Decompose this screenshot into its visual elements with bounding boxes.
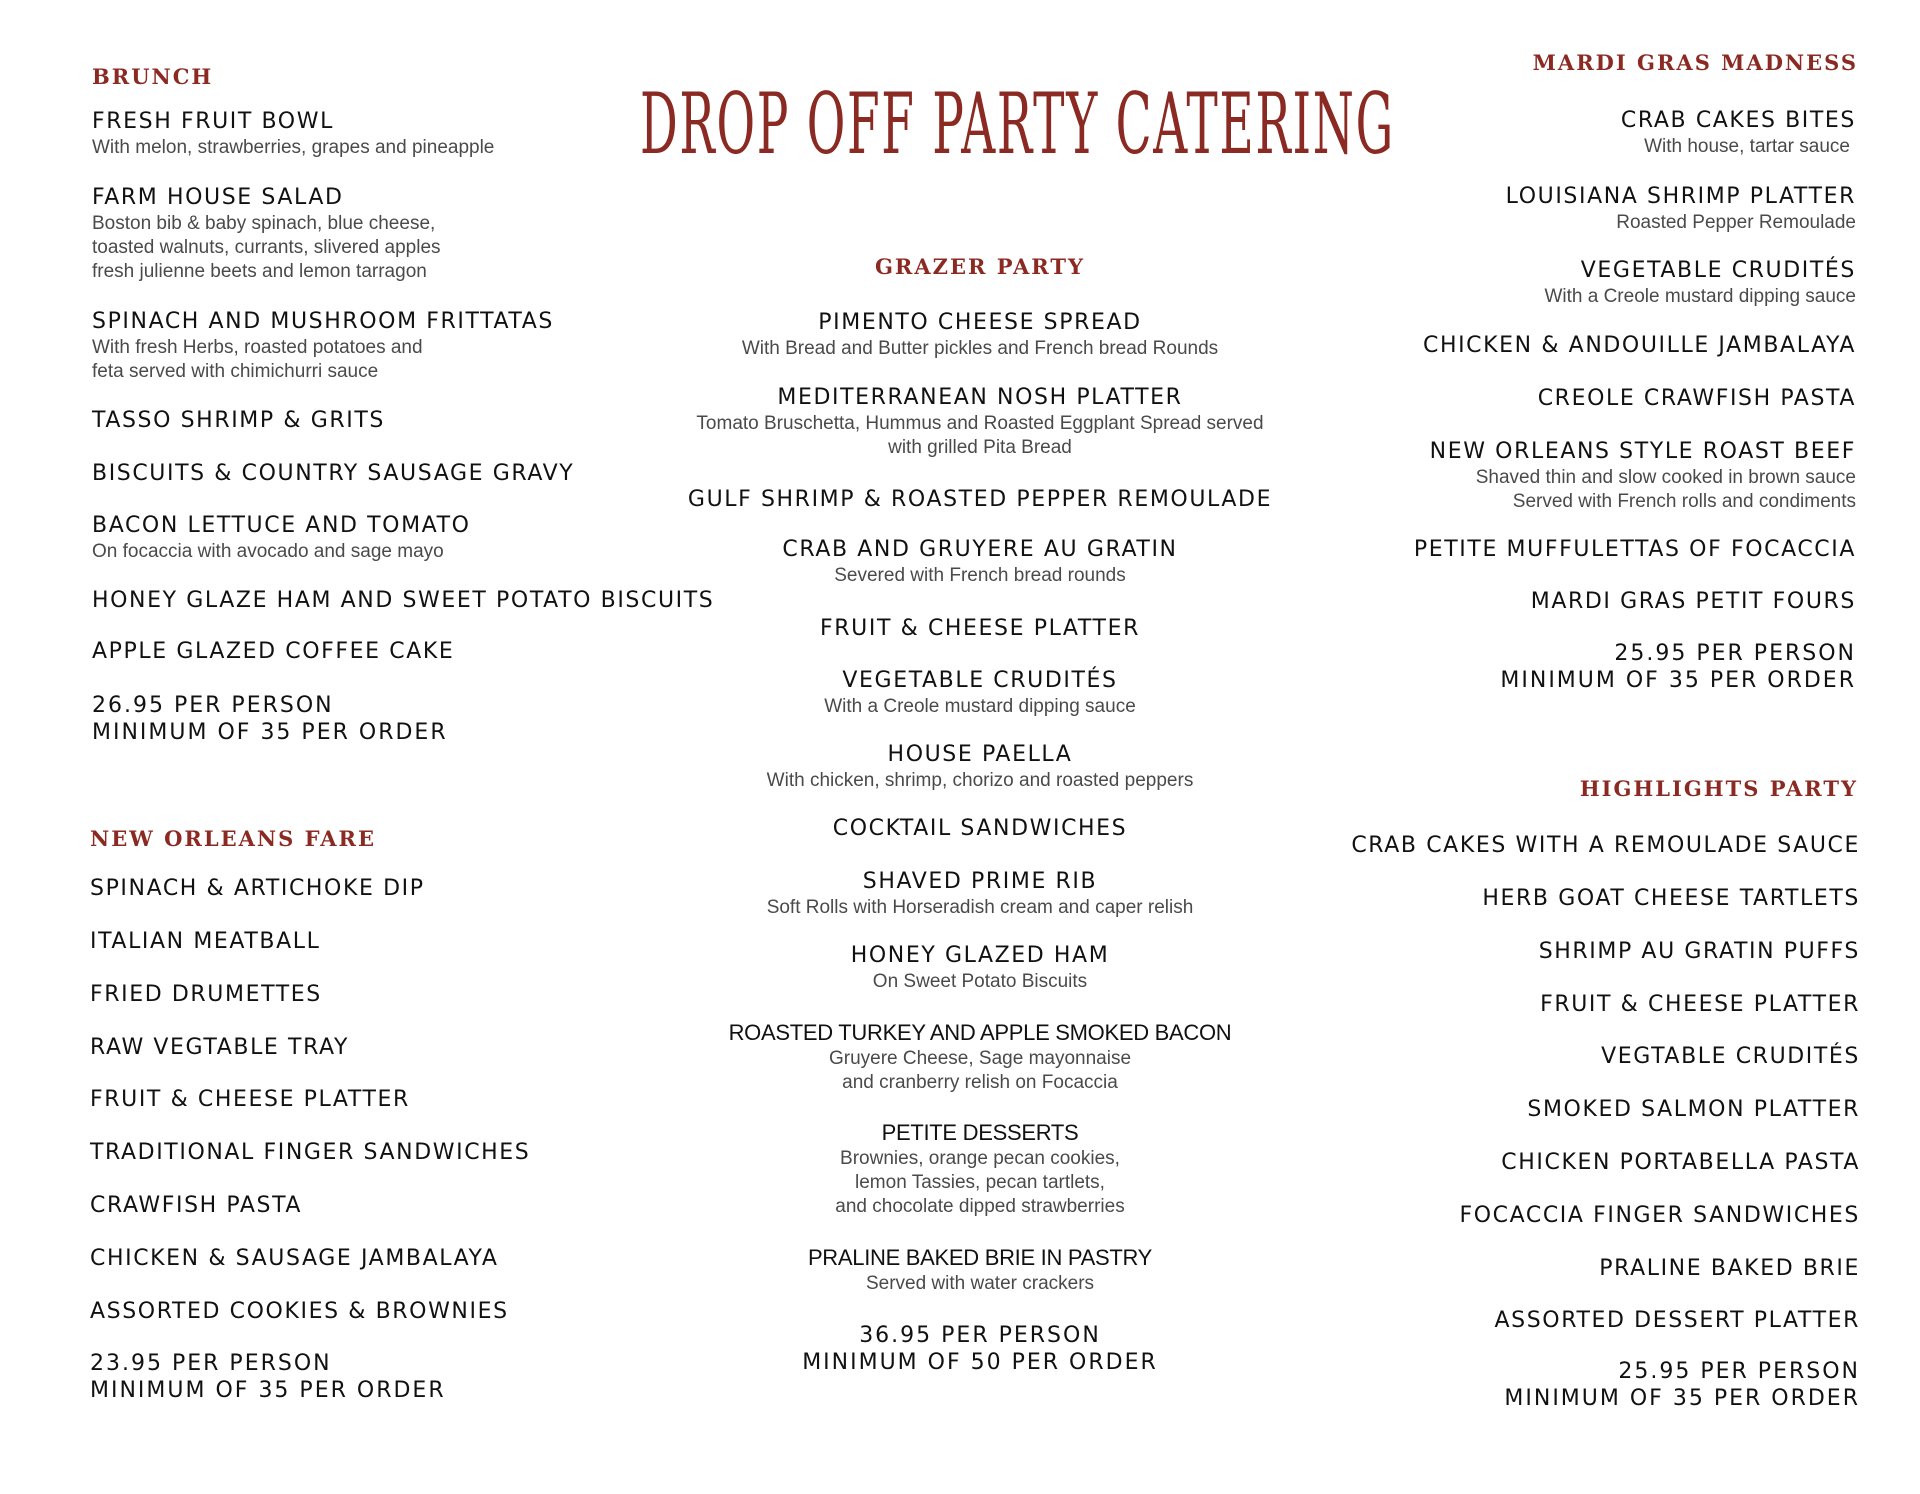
item-desc: Gruyere Cheese, Sage mayonnaise <box>828 1048 1132 1069</box>
menu-item <box>90 1298 509 1326</box>
menu-item <box>1506 183 1856 235</box>
menu-item <box>1430 438 1856 514</box>
price-per-person: 25.95 PER PERSON <box>1614 641 1856 666</box>
menu-item <box>92 184 441 284</box>
item-name: PRALINE BAKED BRIE IN PASTRY <box>807 1245 1153 1270</box>
item-name: VEGETABLE CRUDITÉS <box>1580 258 1856 283</box>
item-name: SMOKED SALMON PLATTER <box>1527 1097 1860 1122</box>
item-name: SHRIMP AU GRATIN PUFFS <box>1538 939 1860 964</box>
item-name: CHICKEN & SAUSAGE JAMBALAYA <box>90 1246 499 1271</box>
item-name: RAW VEGTABLE TRAY <box>90 1035 350 1060</box>
menu-item <box>92 108 494 160</box>
item-desc: feta served with chimichurri sauce <box>92 361 379 382</box>
item-name: CRAWFISH PASTA <box>90 1193 303 1218</box>
item-name: TASSO SHRIMP & GRITS <box>92 408 385 433</box>
item-desc: lemon Tassies, pecan tartlets, <box>855 1172 1105 1193</box>
menu-item <box>90 1034 349 1062</box>
menu-item <box>660 1119 1300 1219</box>
menu-item <box>1538 385 1856 413</box>
menu-item <box>92 512 471 564</box>
mardi-gras-heading: MARDI GRAS MADNESS <box>1532 50 1858 75</box>
menu-item <box>90 1086 410 1114</box>
item-name: VEGETABLE CRUDITÉS <box>842 668 1118 693</box>
menu-item <box>1601 1043 1860 1071</box>
item-name: CHICKEN & ANDOUILLE JAMBALAYA <box>1422 333 1856 358</box>
item-desc: Tomato Bruschetta, Hummus and Roasted Eggplant Spread served <box>696 413 1264 434</box>
item-desc: Soft Rolls with Horseradish cream and caper relish <box>766 897 1194 918</box>
menu-item <box>90 981 322 1009</box>
menu-item <box>1531 588 1856 616</box>
menu-item <box>660 667 1300 719</box>
brunch-heading: BRUNCH <box>92 64 214 89</box>
price-per-person: 23.95 PER PERSON <box>90 1351 332 1376</box>
page-title: DROP OFF PARTY CATERING <box>640 75 1395 173</box>
item-desc: With melon, strawberries, grapes and pineapple <box>92 137 495 158</box>
item-name: FRUIT & CHEESE PLATTER <box>1540 992 1860 1017</box>
item-name: FRUIT & CHEESE PLATTER <box>820 616 1140 641</box>
item-desc: With house, tartar sauce <box>1644 136 1850 157</box>
menu-item <box>92 407 385 435</box>
item-name: HOUSE PAELLA <box>887 742 1073 767</box>
highlights-heading: HIGHLIGHTS PARTY <box>1579 776 1858 801</box>
item-name: CRAB AND GRUYERE AU GRATIN <box>782 537 1178 562</box>
item-name: TRADITIONAL FINGER SANDWICHES <box>90 1140 531 1165</box>
menu-item <box>1482 885 1860 913</box>
item-name: FRESH FRUIT BOWL <box>92 109 334 134</box>
menu-item <box>90 928 320 956</box>
menu-item <box>660 741 1300 793</box>
item-name: ITALIAN MEATBALL <box>90 929 321 954</box>
item-name: NEW ORLEANS STYLE ROAST BEEF <box>1429 439 1856 464</box>
new-orleans-heading: NEW ORLEANS FARE <box>90 826 377 851</box>
item-name: CRAB CAKES BITES <box>1620 108 1856 133</box>
item-desc: Boston bib & baby spinach, blue cheese, <box>92 213 436 234</box>
menu-item <box>1495 1307 1861 1335</box>
item-name: PETITE DESSERTS <box>881 1120 1079 1145</box>
menu-item <box>660 815 1300 843</box>
menu-item <box>660 384 1300 460</box>
menu-item <box>1539 938 1860 966</box>
menu-item <box>660 1019 1300 1095</box>
item-name: HONEY GLAZED HAM <box>850 943 1110 968</box>
item-desc: On focaccia with avocado and sage mayo <box>92 541 444 562</box>
item-name: COCKTAIL SANDWICHES <box>832 816 1128 841</box>
item-name: FRUIT & CHEESE PLATTER <box>90 1087 410 1112</box>
menu-item <box>90 875 425 903</box>
item-name: HONEY GLAZE HAM AND SWEET POTATO BISCUITS <box>92 588 715 613</box>
item-desc: and cranberry relish on Focaccia <box>842 1072 1118 1093</box>
menu-item <box>90 1245 499 1273</box>
item-name: PIMENTO CHEESE SPREAD <box>818 310 1142 335</box>
grazer-heading: GRAZER PARTY <box>874 254 1086 279</box>
item-desc: With a Creole mustard dipping sauce <box>1544 286 1856 307</box>
menu-item <box>660 536 1300 588</box>
item-name: MEDITERRANEAN NOSH PLATTER <box>777 385 1183 410</box>
menu-item <box>90 1139 530 1167</box>
item-name: BACON LETTUCE AND TOMATO <box>92 513 471 538</box>
item-name: ASSORTED COOKIES & BROWNIES <box>90 1299 509 1324</box>
item-name: GULF SHRIMP & ROASTED PEPPER REMOULADE <box>687 487 1273 512</box>
menu-item <box>1351 832 1860 860</box>
item-name: HERB GOAT CHEESE TARTLETS <box>1482 886 1860 911</box>
item-name: CHICKEN PORTABELLA PASTA <box>1501 1150 1860 1175</box>
menu-item <box>1527 1096 1860 1124</box>
menu-item <box>92 308 554 384</box>
menu-item <box>92 460 574 488</box>
menu-item <box>660 942 1300 994</box>
item-desc: and chocolate dipped strawberries <box>835 1196 1125 1217</box>
price-per-person: 36.95 PER PERSON <box>859 1323 1101 1348</box>
item-name: SPINACH & ARTICHOKE DIP <box>90 876 425 901</box>
menu-item <box>1414 536 1856 564</box>
menu-item <box>1621 107 1856 159</box>
item-name: SHAVED PRIME RIB <box>862 869 1098 894</box>
menu-item <box>1423 332 1856 360</box>
item-desc: toasted walnuts, currants, slivered apples <box>92 237 441 258</box>
menu-item <box>1540 991 1860 1019</box>
minimum-order: MINIMUM OF 35 PER ORDER <box>1500 668 1856 693</box>
minimum-order: MINIMUM OF 35 PER ORDER <box>90 1378 446 1403</box>
menu-item <box>92 587 714 615</box>
item-desc: Served with water crackers <box>865 1273 1095 1294</box>
price-block <box>660 1322 1300 1376</box>
menu-item <box>660 615 1300 643</box>
item-desc: On Sweet Potato Biscuits <box>872 971 1088 992</box>
menu-item <box>1599 1255 1860 1283</box>
minimum-order: MINIMUM OF 35 PER ORDER <box>1504 1386 1860 1411</box>
item-name: FOCACCIA FINGER SANDWICHES <box>1459 1203 1860 1228</box>
item-desc: With fresh Herbs, roasted potatoes and <box>92 337 423 358</box>
price-block <box>1500 640 1856 694</box>
menu-item <box>1544 257 1856 309</box>
item-name: PETITE MUFFULETTAS OF FOCACCIA <box>1413 537 1856 562</box>
menu-item <box>1459 1202 1860 1230</box>
item-desc: with grilled Pita Bread <box>888 437 1072 458</box>
price-per-person: 25.95 PER PERSON <box>1618 1359 1860 1384</box>
menu-item <box>660 309 1300 361</box>
menu-item <box>660 486 1300 514</box>
price-block <box>1504 1358 1860 1412</box>
item-name: MARDI GRAS PETIT FOURS <box>1530 589 1856 614</box>
item-name: APPLE GLAZED COFFEE CAKE <box>92 639 455 664</box>
price-block <box>92 692 448 746</box>
menu-item <box>90 1192 302 1220</box>
item-name: SPINACH AND MUSHROOM FRITTATAS <box>92 309 554 334</box>
price-block <box>90 1350 446 1404</box>
item-name: ASSORTED DESSERT PLATTER <box>1494 1308 1860 1333</box>
item-desc: Severed with French bread rounds <box>834 565 1126 586</box>
price-per-person: 26.95 PER PERSON <box>92 693 334 718</box>
item-name: ROASTED TURKEY AND APPLE SMOKED BACON <box>728 1020 1232 1045</box>
item-desc: With chicken, shrimp, chorizo and roasted peppers <box>766 770 1194 791</box>
item-name: FRIED DRUMETTES <box>90 982 322 1007</box>
item-name: VEGTABLE CRUDITÉS <box>1601 1044 1860 1069</box>
item-desc: With a Creole mustard dipping sauce <box>824 696 1136 717</box>
item-name: LOUISIANA SHRIMP PLATTER <box>1505 184 1856 209</box>
item-name: PRALINE BAKED BRIE <box>1599 1256 1860 1281</box>
item-name: CRAB CAKES WITH A REMOULADE SAUCE <box>1351 833 1860 858</box>
menu-item <box>1501 1149 1860 1177</box>
minimum-order: MINIMUM OF 50 PER ORDER <box>802 1350 1158 1375</box>
menu-item <box>660 1244 1300 1296</box>
item-name: BISCUITS & COUNTRY SAUSAGE GRAVY <box>92 461 575 486</box>
item-desc: Brownies, orange pecan cookies, <box>840 1148 1120 1169</box>
item-desc: Served with French rolls and condiments <box>1512 491 1856 512</box>
item-desc: Roasted Pepper Remoulade <box>1616 212 1856 233</box>
minimum-order: MINIMUM OF 35 PER ORDER <box>92 720 448 745</box>
item-name: CREOLE CRAWFISH PASTA <box>1537 386 1856 411</box>
item-desc: Shaved thin and slow cooked in brown sauce <box>1475 467 1856 488</box>
menu-item <box>92 638 454 666</box>
menu-item <box>660 868 1300 920</box>
item-desc: With Bread and Butter pickles and French bread Rounds <box>741 338 1219 359</box>
item-desc: fresh julienne beets and lemon tarragon <box>92 261 427 282</box>
item-name: FARM HOUSE SALAD <box>92 185 344 210</box>
